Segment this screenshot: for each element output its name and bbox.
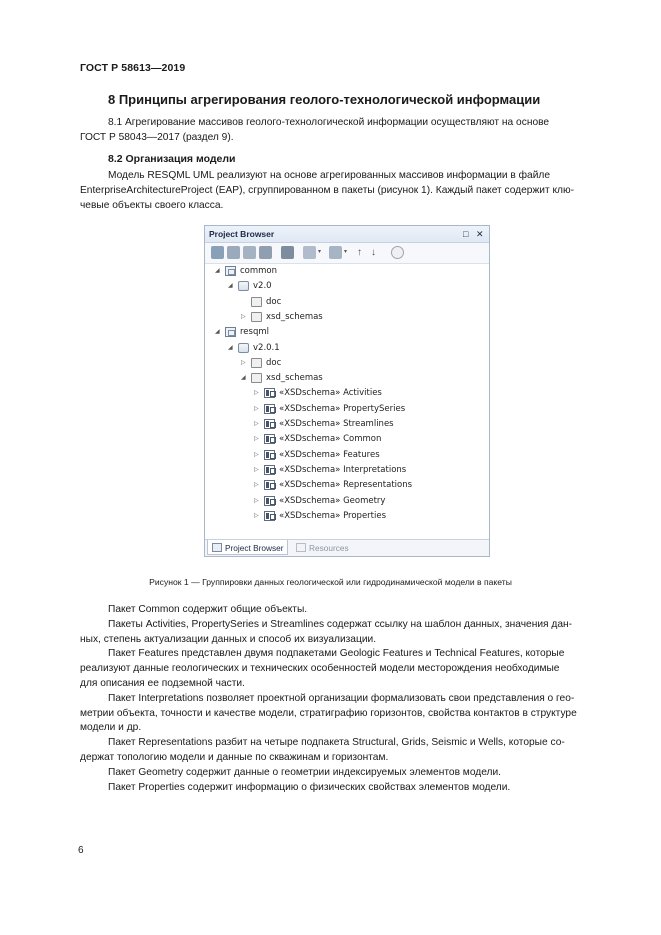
folder-icon [251, 312, 262, 322]
tab-resources[interactable] [292, 540, 352, 555]
window-titlebar [205, 226, 489, 243]
subsection-title: 8.2 Организация модели [108, 153, 236, 165]
collapsed-arrow-icon[interactable]: ▷ [254, 450, 259, 458]
tree-item-label: v2.0 [253, 281, 272, 292]
properties-icon[interactable] [303, 246, 316, 259]
paragraph-line: модели и др. [80, 722, 142, 734]
expanded-arrow-icon[interactable]: ◢ [215, 267, 220, 274]
collapsed-arrow-icon[interactable]: ▷ [254, 420, 259, 427]
text: Модель RESQML UML реализуют на основе агрегированных массивов информации в файле [108, 170, 550, 181]
tree-item-label: «XSDschema» Features [279, 449, 380, 460]
tree-item[interactable] [205, 371, 489, 385]
text: 8.1 Агрегирование массивов геолого-технологической информации осуществляют на основе [108, 117, 550, 128]
tree-item[interactable] [205, 356, 489, 370]
project-browser-icon [212, 543, 222, 552]
dropdown-icon[interactable]: ▾ [344, 249, 348, 255]
paragraph-line: реализуют данные геологических и технических особенностей модели месторождения необходимые [80, 663, 560, 675]
collapsed-arrow-icon[interactable]: ▷ [254, 511, 259, 519]
standard-number: ГОСТ Р 58613—2019 [80, 62, 186, 74]
collapsed-arrow-icon[interactable]: ▷ [254, 496, 259, 504]
tree-item-label: doc [266, 296, 282, 307]
new-model-icon[interactable] [211, 246, 224, 259]
xsd-schema-icon [264, 496, 275, 506]
tree-item-label: v2.0.1 [253, 342, 280, 353]
tree-item[interactable] [205, 448, 489, 462]
xsd-schema-icon [264, 388, 275, 398]
tree-item[interactable] [205, 386, 489, 400]
tree-item[interactable] [205, 432, 489, 446]
close-icon[interactable]: ✕ [476, 229, 484, 239]
tab-label: Project Browser [225, 543, 284, 553]
xsd-schema-icon [264, 450, 275, 460]
text: Пакет Interpretations позволяет проектной организации формализовать свои представления о гео- [108, 692, 575, 704]
body-text [80, 603, 614, 795]
tree-item-label: «XSDschema» Interpretations [279, 464, 407, 475]
window-title: Project Browser [209, 229, 275, 239]
tree-item[interactable] [205, 478, 489, 492]
tree-item-label: «XSDschema» Properties [279, 510, 387, 521]
expanded-arrow-icon[interactable]: ◢ [215, 328, 220, 336]
pin-icon[interactable]: □ [463, 229, 469, 239]
text: Пакет Properties содержит информацию о физических свойствах элементов модели. [108, 781, 511, 793]
help-icon[interactable] [391, 246, 404, 259]
paragraph-8-2 [80, 169, 614, 213]
paragraph-line [80, 647, 614, 662]
new-diagram-icon[interactable] [259, 246, 272, 259]
tree-item[interactable] [205, 279, 489, 293]
expanded-arrow-icon[interactable]: ◢ [228, 343, 233, 351]
new-package-icon[interactable] [243, 246, 256, 259]
section-title: 8 Принципы агрегирования геолого-технологической информации [108, 92, 541, 107]
expanded-arrow-icon[interactable]: ◢ [241, 374, 246, 382]
text: Пакет Geometry содержит данные о геометрии индексируемых элементов модели. [108, 766, 501, 778]
paragraph-line: чевые объекты своего класса. [80, 199, 224, 211]
text: Пакеты Activities, PropertySeries и Streamlines содержат ссылку на шаблон данных, значения дан- [108, 618, 572, 630]
paragraph-line [80, 781, 614, 796]
tab-project-browser[interactable] [207, 540, 288, 555]
paragraph-line: метрии объекта, точности и качестве модели, стратиграфию горизонтов, свойства контактов в структуре [80, 707, 577, 719]
model-package-icon [238, 281, 249, 291]
tree-item[interactable] [205, 463, 489, 477]
tree-item-label: xsd_schemas [266, 373, 323, 384]
collapsed-arrow-icon[interactable]: ▷ [254, 481, 259, 489]
paragraph-line [80, 692, 614, 707]
package-icon [225, 266, 236, 276]
paragraph-line: для описания ее подземной части. [80, 677, 245, 689]
collapsed-arrow-icon[interactable]: ▷ [241, 358, 246, 366]
xsd-schema-icon [264, 419, 275, 429]
tree-item[interactable] [205, 325, 489, 339]
move-up-icon[interactable]: ↑ [357, 247, 362, 258]
tree-item-label: xsd_schemas [266, 311, 323, 322]
xsd-schema-icon [264, 465, 275, 475]
new-element-icon[interactable] [281, 246, 294, 259]
text: Пакет Common содержит общие объекты. [108, 604, 308, 615]
tree-item[interactable] [205, 295, 489, 309]
tree-item[interactable] [205, 494, 489, 508]
collapsed-arrow-icon[interactable]: ▷ [254, 389, 259, 397]
paragraph-line [80, 618, 614, 633]
folder-icon [251, 358, 262, 368]
tree-item[interactable] [205, 341, 489, 355]
paragraph-line [80, 169, 614, 184]
xsd-schema-icon [264, 480, 275, 490]
tree-item-label: doc [266, 357, 282, 368]
toolbar [205, 243, 489, 264]
model-package-icon [238, 343, 249, 353]
paragraph-line: ных, степень актуализации данных и способ их визуализации. [80, 633, 377, 645]
xsd-schema-icon [264, 434, 275, 444]
collapsed-arrow-icon[interactable]: ▷ [241, 312, 246, 320]
tree-item-label: «XSDschema» Common [279, 434, 382, 445]
folder-icon [251, 373, 262, 383]
tree-item-label: «XSDschema» Representations [279, 480, 413, 491]
resources-icon [296, 543, 306, 552]
paragraph-line: ГОСТ Р 58043—2017 (раздел 9). [80, 131, 234, 143]
collapsed-arrow-icon[interactable]: ▷ [254, 465, 259, 473]
package-icon [225, 327, 236, 337]
tab-label: Resources [309, 543, 349, 553]
tree-item-label: common [240, 266, 278, 276]
options-icon[interactable] [329, 246, 342, 259]
dropdown-icon[interactable]: ▾ [318, 249, 322, 255]
paragraph-line [80, 603, 614, 618]
paragraph-line [80, 766, 614, 781]
browser-tabs [205, 539, 489, 556]
figure-caption: Рисунок 1 — Группировки данных геологической или гидродинамической модели в пакеты [149, 577, 512, 587]
tree-item[interactable] [205, 509, 489, 523]
folder-icon [251, 297, 262, 307]
paragraph-line: держат топологию модели и данные по скважинам и горизонтам. [80, 751, 389, 763]
tree-item-label: «XSDschema» Geometry [279, 495, 386, 506]
tree-item[interactable] [205, 310, 489, 324]
expanded-arrow-icon[interactable]: ◢ [228, 282, 233, 290]
text: Пакет Features представлен двумя подпакетами Geologic Features и Technical Features, которые [108, 648, 565, 660]
xsd-schema-icon [264, 404, 275, 414]
page-number: 6 [78, 845, 84, 856]
new-view-icon[interactable] [227, 246, 240, 259]
project-browser-window [204, 225, 490, 557]
text: Пакет Representations разбит на четыре подпакета Structural, Grids, Seismic и Wells, которые со- [108, 737, 565, 749]
tree-item[interactable] [205, 402, 489, 416]
move-down-icon[interactable]: ↓ [371, 247, 376, 258]
tree-item[interactable] [205, 264, 489, 278]
tree-item-label: «XSDschema» Streamlines [279, 419, 394, 429]
tree-item[interactable] [205, 417, 489, 431]
collapsed-arrow-icon[interactable]: ▷ [254, 435, 259, 443]
paragraph-line [80, 736, 614, 751]
tree-item-label: resqml [240, 327, 270, 338]
paragraph-line [80, 116, 614, 131]
tree-item-label: «XSDschema» Activities [279, 388, 382, 399]
collapsed-arrow-icon[interactable]: ▷ [254, 404, 259, 412]
tree-item-label: «XSDschema» PropertySeries [279, 403, 406, 414]
xsd-schema-icon [264, 511, 275, 521]
paragraph-8-1 [80, 116, 614, 146]
paragraph-line: EnterpriseArchitectureProject (EAP), сгруппированном в пакеты (рисунок 1). Каждый пакет содержит клю- [80, 184, 575, 196]
